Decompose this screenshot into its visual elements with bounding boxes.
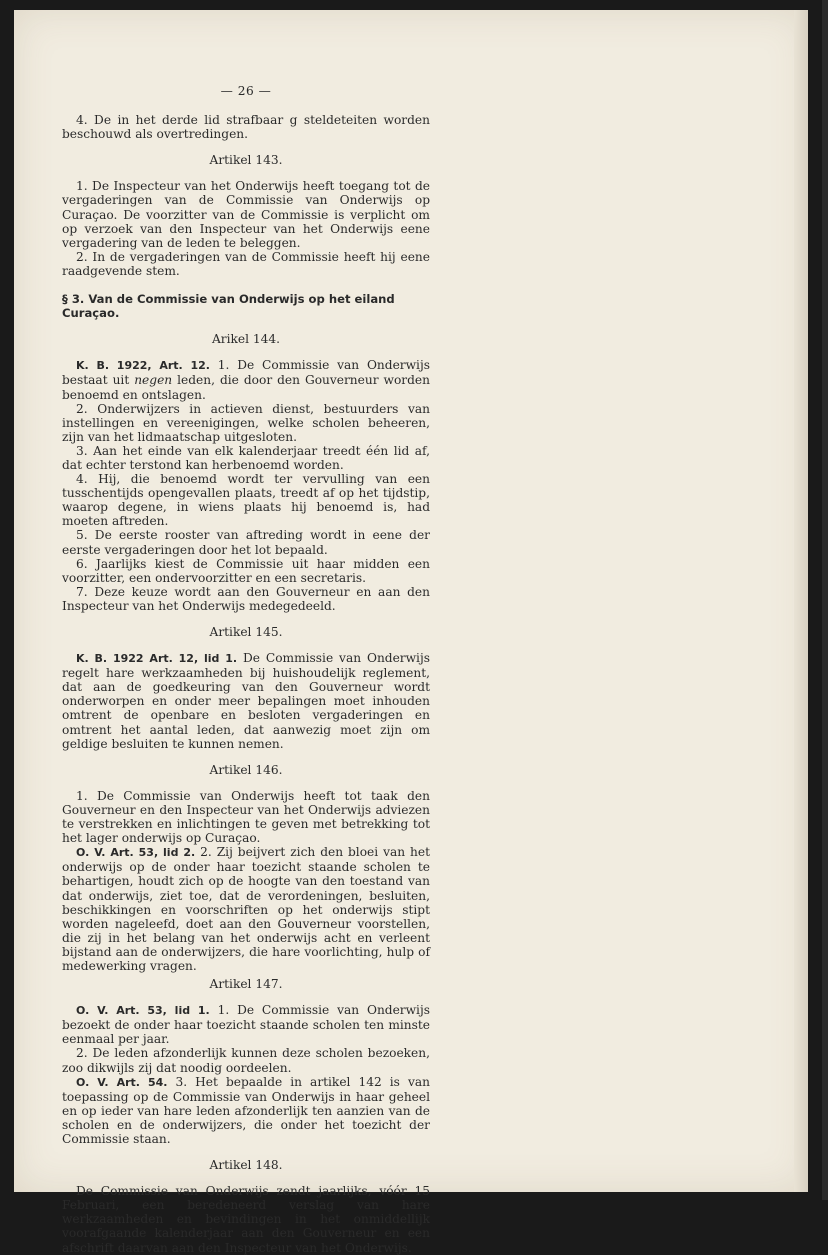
art147-lid-3: O. V. Art. 54. 3. Het bepaalde in artikel 142 is van toepassing op de Commissie van Onderwijs in haar geheel en op ieder van hare leden afzonderlijk ten aanzien van de scholen en de onderwijzers, die onder het toezicht der Commissie staan. [62,1074,430,1146]
art144-lid-6: 6. Jaarlijks kiest de Commissie uit haar midden een voorzitter, een ondervoorzitter en een secretaris. [62,556,430,585]
heading-artikel-143: Artikel 143. [209,153,283,168]
art145-text: K. B. 1922 Art. 12, lid 1. De Commissie van Onderwijs regelt hare werkzaamheden bij huishoudelijk reglement, dat aan de goedkeuring van den Gouverneur wordt onderworpen en onder meer bepalingen moet inhouden omtrent de openbare en besloten vergaderingen en omtrent het aantal leden, dat aanwezig moet zijn om geldige besluiten te kunnen nemen. [62,651,430,751]
page-edge-shadow [822,0,828,1200]
heading-artikel-146: Artikel 146. [209,762,283,777]
legal-reference: K. B. 1922, Art. 12. [76,359,210,373]
art144-lid-3: 3. Aan het einde van elk kalenderjaar treedt één lid af, dat echter terstond kan herbenoemd worden. [62,443,430,472]
art144-lid-4: 4. Hij, die benoemd wordt ter vervulling van een tusschentijds opengevallen plaats, treedt af op het tijdstip, waarop degene, in wiens plaats hij benoemd is, had moeten aftreden. [62,472,430,529]
art146-lid-1: 1. De Commissie van Onderwijs heeft tot taak den Gouverneur en den Inspecteur van het Onderwijs adviezen te verstrekken en inlichtingen te geven met betrekking tot het lager onderwijs op Curaçao. [62,788,430,846]
heading-artikel-148: Artikel 148. [209,1158,283,1173]
paragraph-intro: 4. De in het derde lid strafbaar g steldeteiten worden beschouwd als overtredingen. [62,113,430,142]
legal-reference: O. V. Art. 53, lid 1. [76,1004,210,1018]
art146-lid-2: O. V. Art. 53, lid 2. 2. Zij beijvert zich den bloei van het onderwijs op de onder haar toezicht staande scholen te behartigen, houdt zich op de hoogte van den toestand van dat onderwijs, ziet toe, dat de verordeningen, besluiten, beschikkingen en voorschriften op het onderwijs stipt worden nageleefd, doet aan den Gouverneur voorstellen, die zij in het belang van het onderwijs acht en verleent bijstand aan de onderwijzers, die hare voorlichting, hulp of medewerking vragen. [62,845,430,973]
legal-reference: O. V. Art. 53, lid 2. [76,846,196,860]
heading-artikel-144: Arikel 144. [211,332,281,347]
art143-lid-1: 1. De Inspecteur van het Onderwijs heeft toegang tot de vergaderingen van de Commissie van Onderwijs op Curaçao. De voorzitter van de Commissie is verplicht om op verzoek van den Inspecteur van het Onderwijs eene vergadering van de leden te beleggen. [62,179,430,250]
legal-reference: O. V. Art. 54. [76,1075,168,1089]
art147-lid-1: O. V. Art. 53, lid 1. 1. De Commissie van Onderwijs bezoekt de onder haar toezicht staande scholen ten minste eenmaal per jaar. [62,1003,430,1047]
heading-artikel-147: Artikel 147. [209,977,283,992]
legal-reference: K. B. 1922 Art. 12, lid 1. [76,652,238,666]
art144-lid-1: K. B. 1922, Art. 12. 1. De Commissie van Onderwijs bestaat uit negen leden, die door den Gouverneur worden benoemd en ontslagen. [62,358,430,402]
art144-lid-5: 5. De eerste rooster van aftreding wordt in eene der eerste vergaderingen door het lot bepaald. [62,528,430,557]
page-text [62,84,430,1255]
heading-artikel-145: Artikel 145. [209,625,283,639]
art148-text: De Commissie van Onderwijs zendt jaarlijks, vóór 15 Februari, een beredeneerd verslag van hare werkzaamheden en bevindingen in het onmiddellijk voorafgaande kalenderjaar aan den Gouverneur en een afschrift daarvan aan den Inspecteur van het Onderwijs. [62,1184,430,1255]
art144-lid-2: 2. Onderwijzers in actieven dienst, bestuurders van instellingen en vereenigingen, welke scholen beheeren, zijn van het lidmaatschap uitgesloten. [62,401,430,444]
book-page [14,10,808,1255]
art147-lid-2: 2. De leden afzonderlijk kunnen deze scholen bezoeken, zoo dikwijls zij dat noodig oordeelen. [62,1046,430,1075]
art143-lid-2: 2. In de vergaderingen van de Commissie heeft hij eene raadgevende stem. [62,249,430,278]
section-3-heading: § 3. Van de Commissie van Onderwijs op het eiland Curaçao. [62,292,395,321]
art144-lid-7: 7. Deze keuze wordt aan den Gouverneur en aan den Inspecteur van het Onderwijs medegedeeld. [62,584,430,613]
emphasis-negen: negen [134,373,173,388]
page-number: — 26 — [220,84,272,98]
